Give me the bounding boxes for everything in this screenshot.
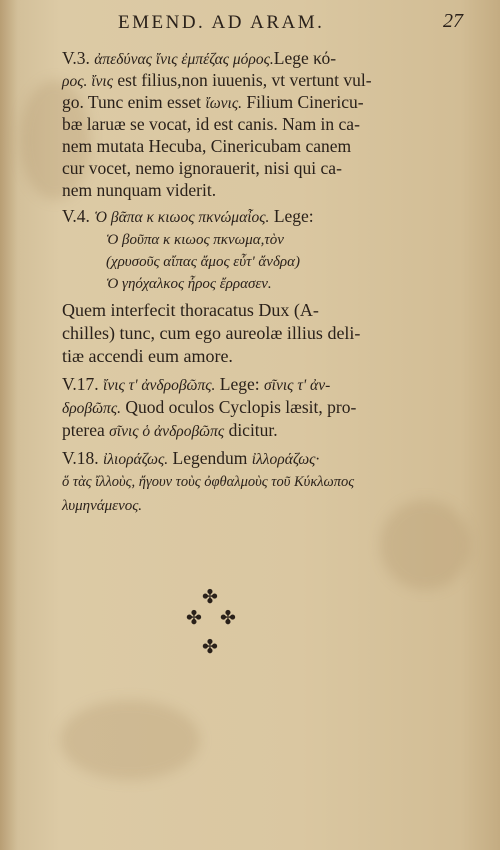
text-line-1	[62, 48, 336, 70]
greek-quote: δροβῶπς.	[62, 400, 121, 417]
fleuron-ornament-left: ✤	[186, 607, 202, 629]
verse-ref: V.18.	[62, 448, 99, 468]
text-line-14: tiæ accendi eum amore.	[62, 346, 233, 366]
text-line-8	[62, 206, 314, 228]
latin-text: est filius,non iuuenis, vt vertunt vul-	[117, 70, 372, 90]
greek-quote: σῖνις ὁ ἀνδροβῶπς	[109, 423, 225, 440]
text-line-12: Quem interfecit thoracatus Dux (A-	[62, 300, 319, 320]
latin-text: go. Tunc enim esset	[62, 92, 202, 112]
greek-verse-1: Ὁ βοῦπα κ κιωος πκνωμα,τὸν	[106, 232, 284, 248]
text-line-5: nem mutata Hecuba, Cinericubam canem	[62, 136, 352, 156]
greek-quote: ἴωνις.	[205, 95, 243, 112]
greek-quote: ρος. ἴνις	[62, 73, 114, 90]
text-line-16	[62, 397, 356, 419]
text-line-4: bæ laruæ se vocat, id est canis. Nam in ca-	[62, 114, 360, 134]
greek-line-19: ὅ τὰς ἴλλοὺς, ἤγουν τοὺς ὀφθαλμοὺς τοῦ Κύκλωπος	[62, 474, 355, 490]
latin-text: dicitur.	[228, 420, 278, 440]
text-line-6: cur vocet, nemo ignorauerit, nisi qui ca-	[62, 158, 342, 178]
fleuron-ornament-bottom: ✤	[202, 636, 218, 658]
verse-ref: V.4.	[62, 206, 90, 226]
paper-stain	[60, 700, 200, 780]
greek-line-20: λυμηνάμενος.	[62, 498, 143, 514]
page-header	[0, 6, 500, 40]
fleuron-ornament-top: ✤	[202, 586, 218, 608]
latin-text: Lege κό-	[273, 48, 337, 68]
text-line-18	[62, 448, 319, 470]
running-head: EMEND. AD ARAM.	[118, 12, 325, 33]
paper-stain	[380, 500, 470, 590]
verse-ref: V.3.	[62, 48, 90, 68]
greek-quote: ἀπεδύνας ἴνις ἐμπέζας μόρος.	[94, 51, 274, 68]
text-line-13: chilles) tunc, cum ego aureolæ illius deli-	[62, 323, 361, 343]
page-number: 27	[443, 10, 463, 32]
verse-ref: V.17.	[62, 374, 99, 394]
greek-verse-3: Ὁ γηόχαλκος ἦρος ἔρρασεν.	[106, 276, 272, 292]
latin-text: Filium Cinericu-	[246, 92, 364, 112]
text-line-3	[62, 92, 364, 114]
text-line-15	[62, 374, 330, 396]
text-line-7: nem nunquam viderit.	[62, 180, 217, 200]
text-line-17	[62, 420, 278, 442]
latin-text: Legendum	[172, 448, 248, 468]
greek-verse-2: (χρυσοῦς αἴπας ἄμος εὖτ' ἄνδρα)	[106, 254, 300, 270]
greek-quote: ἰλιοράζως.	[103, 451, 169, 468]
fleuron-ornament-right: ✤	[220, 607, 236, 629]
latin-text: Quod oculos Cyclopis læsit, pro-	[125, 397, 357, 417]
greek-quote: ἴνις τ' ἀνδροβῶπς.	[103, 377, 216, 394]
text-line-2	[62, 70, 372, 92]
greek-quote: σῖνις τ' ἀν-	[264, 377, 331, 394]
greek-quote: ἰλλοράζως·	[251, 451, 320, 468]
latin-text: Lege:	[219, 374, 260, 394]
latin-text: pterea	[62, 420, 105, 440]
latin-text: Lege:	[273, 206, 314, 226]
greek-quote: Ὁ βᾶπα κ κιωος πκνώμαἶος.	[94, 209, 270, 226]
